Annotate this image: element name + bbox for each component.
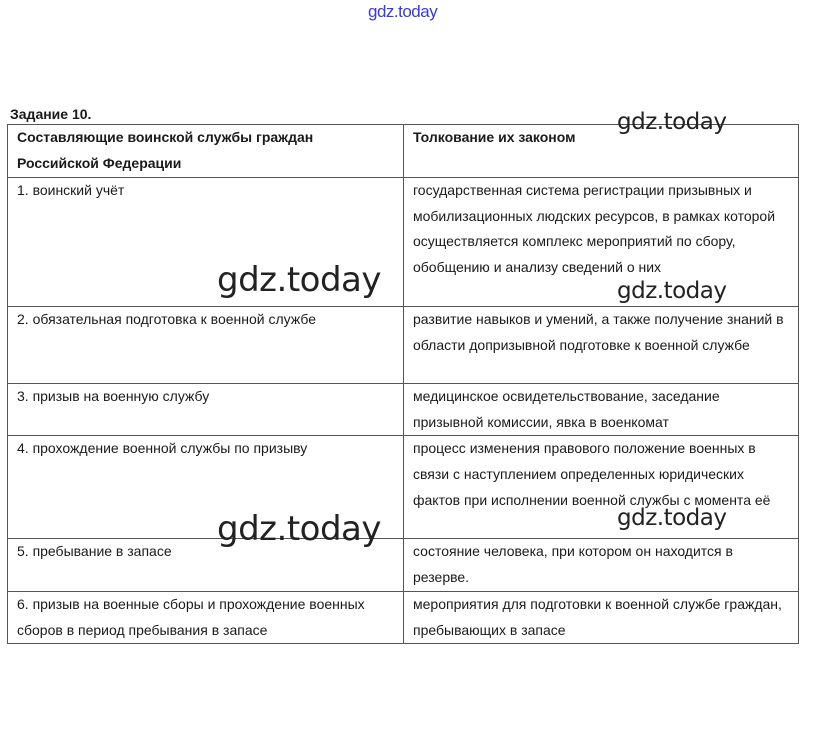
task-title: Задание 10. xyxy=(10,106,92,122)
header-cell-component: Составляющие воинской службы граждан Российской Федерации xyxy=(8,125,404,178)
component-cell: 5. пребывание в запасе xyxy=(8,539,404,591)
watermark: gdz.today xyxy=(617,109,727,135)
component-cell: 2. обязательная подготовка к военной службе xyxy=(8,307,404,384)
watermark: gdz.today xyxy=(217,260,381,300)
table-row xyxy=(8,307,799,384)
component-cell: 3. призыв на военную службу xyxy=(8,384,404,436)
table-row xyxy=(8,591,799,643)
site-link[interactable]: gdz.today xyxy=(368,2,438,21)
interpretation-cell: мероприятия для подготовки к военной службе граждан, пребывающих в запасе xyxy=(404,591,799,643)
answer-table xyxy=(7,124,799,644)
component-cell: 1. воинский учёт xyxy=(8,178,404,307)
interpretation-cell: состояние человека, при котором он находится в резерве. xyxy=(404,539,799,591)
table-row xyxy=(8,539,799,591)
watermark: gdz.today xyxy=(617,505,727,531)
interpretation-cell: государственная система регистрации призывных и мобилизационных людских ресурсов, в рамках которой осуществляется комплекс мероприятий по сбору, обобщению и анализу сведений о них xyxy=(404,178,799,307)
interpretation-cell: развитие навыков и умений, а также получение знаний в области допризывной подготовке к военной службе xyxy=(404,307,799,384)
interpretation-cell: процесс изменения правового положение военных в связи с наступлением определенных юридических фактов при исполнении военной службы с момента её xyxy=(404,436,799,539)
component-cell: 4. прохождение военной службы по призыву xyxy=(8,436,404,539)
interpretation-cell: медицинское освидетельствование, заседание призывной комиссии, явка в военкомат xyxy=(404,384,799,436)
header-cell-interpretation: Толкование их законом xyxy=(404,125,799,178)
component-cell: 6. призыв на военные сборы и прохождение военных сборов в период пребывания в запасе xyxy=(8,591,404,643)
watermark: gdz.today xyxy=(217,509,381,549)
table-row xyxy=(8,384,799,436)
watermark: gdz.today xyxy=(617,278,727,304)
